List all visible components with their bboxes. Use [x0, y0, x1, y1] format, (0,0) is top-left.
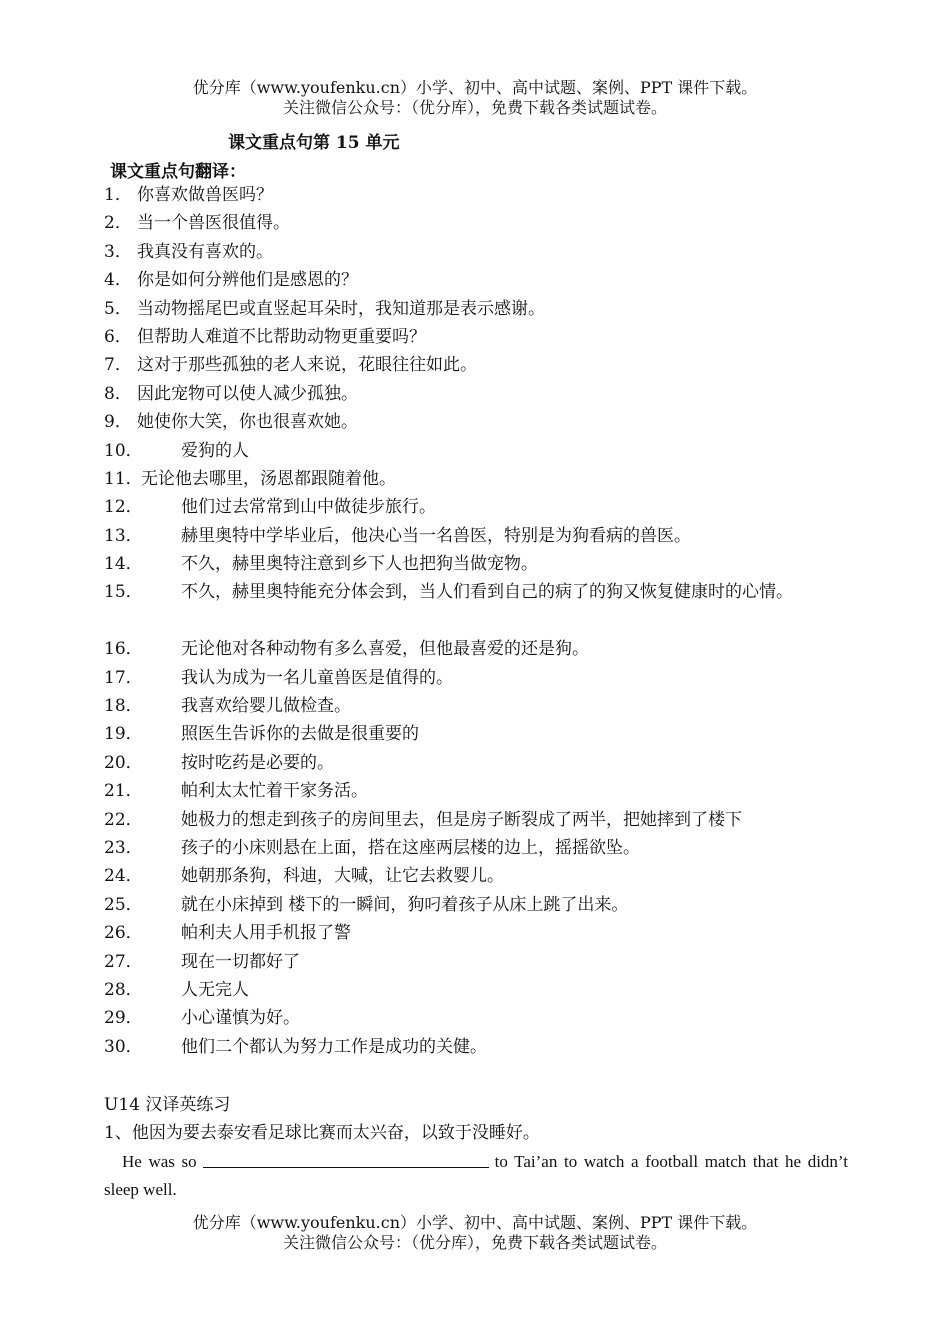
list-item	[0, 635, 950, 663]
item-number: 14．	[104, 554, 143, 575]
list-item	[0, 209, 950, 237]
answer-blank[interactable]	[203, 1151, 489, 1168]
item-number: 16．	[104, 639, 143, 660]
item-text: 这对于那些孤独的老人来说，花眼往往如此。	[137, 355, 477, 376]
list-item	[0, 465, 950, 493]
item-text: 不久，赫里奥特能充分体会到，当人们看到自己的病了的狗又恢复健康时的心情。	[181, 582, 793, 603]
list-item	[0, 522, 950, 550]
item-number: 30．	[104, 1036, 143, 1057]
header-line-1: 优分库（www.youfenku.cn）小学、初中、高中试题、案例、PPT 课件下载。	[192, 78, 758, 97]
item-number: 8．	[104, 383, 132, 404]
item-number: 12．	[104, 497, 143, 518]
en-suffix: to Tai’an to watch a football match that he didn’t sleep well.	[104, 1152, 848, 1199]
page-footer	[0, 1213, 950, 1253]
item-text: 不久，赫里奥特注意到乡下人也把狗当做宠物。	[181, 554, 538, 575]
item-text: 你是如何分辨他们是感恩的？	[137, 270, 358, 291]
item-text: 小心谨慎为好。	[181, 1008, 300, 1029]
footer-line-1: 优分库（www.youfenku.cn）小学、初中、高中试题、案例、PPT 课件下载。	[192, 1213, 758, 1232]
item-text: 我认为成为一名儿童兽医是值得的。	[181, 667, 453, 688]
item-text: 你喜欢做兽医吗？	[137, 185, 273, 205]
item-number: 7．	[104, 355, 132, 376]
item-number: 2．	[104, 213, 132, 234]
item-number: 5．	[104, 298, 132, 319]
item-text: 因此宠物可以使人减少孤独。	[137, 383, 358, 404]
list-item	[0, 1004, 950, 1032]
item-number: 19．	[104, 724, 143, 745]
item-text: 赫里奥特中学毕业后，他决心当一名兽医，特别是为狗看病的兽医。	[181, 525, 691, 546]
item-text: 帕利夫人用手机报了警	[181, 923, 351, 944]
list-item	[0, 862, 950, 890]
item-number: 3．	[104, 241, 132, 262]
footer-line-2: 关注微信公众号：（优分库），免费下载各类试题试卷。	[282, 1233, 667, 1252]
list-item	[0, 948, 950, 976]
item-number: 29．	[104, 1008, 143, 1029]
list-item	[0, 749, 950, 777]
item-number: 22．	[104, 809, 143, 830]
item-text: 照医生告诉你的去做是很重要的	[181, 724, 419, 745]
item-number: 23．	[104, 838, 143, 858]
item-number: 11．	[104, 468, 143, 489]
list-item	[0, 720, 950, 748]
item-number: 28．	[104, 979, 143, 1000]
exercise-question-cn: 1、他因为要去泰安看足球比赛而太兴奋，以致于没睡好。	[104, 1123, 540, 1143]
list-item	[0, 323, 950, 351]
list-item	[0, 238, 950, 266]
item-text: 爱狗的人	[181, 440, 249, 461]
item-text: 他们过去常常到山中做徒步旅行。	[181, 497, 436, 518]
exercise-heading: U14 汉译英练习	[104, 1095, 231, 1115]
item-text: 就在小床掉到 楼下的一瞬间，狗叼着孩子从床上跳了出来。	[181, 894, 629, 915]
list-item	[0, 806, 950, 834]
item-number: 17．	[104, 667, 143, 688]
header-line-2: 关注微信公众号：（优分库），免费下载各类试题试卷。	[282, 98, 667, 117]
item-text: 帕利太太忙着干家务活。	[181, 781, 368, 802]
item-number: 10．	[104, 440, 143, 461]
list-item	[0, 266, 950, 294]
list-item	[0, 891, 950, 919]
item-text: 但帮助人难道不比帮助动物更重要吗？	[137, 326, 426, 347]
page-title: 课文重点句第 15 单元	[228, 133, 400, 153]
item-text: 她朝那条狗，科迪，大喊，让它去救婴儿。	[181, 866, 504, 887]
list-item	[0, 550, 950, 578]
list-item	[0, 1033, 950, 1061]
item-text: 我真没有喜欢的。	[137, 241, 273, 262]
item-text: 当一个兽医很值得。	[137, 213, 290, 234]
item-text: 无论他对各种动物有多么喜爱，但他最喜爱的还是狗。	[181, 639, 589, 660]
item-number: 26．	[104, 923, 143, 944]
item-number: 6．	[104, 326, 132, 347]
item-text: 他们二个都认为努力工作是成功的关健。	[181, 1036, 487, 1057]
list-item	[0, 437, 950, 465]
list-item	[0, 664, 950, 692]
item-number: 4．	[104, 270, 132, 291]
item-number: 13．	[104, 525, 143, 546]
list-item	[0, 351, 950, 379]
item-text: 按时吃药是必要的。	[181, 752, 334, 773]
item-number: 1．	[104, 185, 132, 205]
list-item	[0, 692, 950, 720]
item-text: 人无完人	[181, 979, 249, 1000]
item-text: 她使你大笑，你也很喜欢她。	[137, 412, 358, 433]
list-item	[0, 380, 950, 408]
section-subtitle: 课文重点句翻译：	[110, 162, 246, 182]
exercise-question-en	[104, 1148, 848, 1204]
item-text: 我喜欢给婴儿做检查。	[181, 696, 351, 717]
list-item	[0, 408, 950, 436]
en-prefix: He was so	[122, 1152, 197, 1171]
item-number: 27．	[104, 951, 143, 972]
item-text: 孩子的小床则悬在上面，搭在这座两层楼的边上，摇摇欲坠。	[181, 838, 640, 858]
item-number: 15．	[104, 582, 143, 603]
list-item	[0, 493, 950, 521]
item-number: 20．	[104, 752, 143, 773]
list-item	[0, 295, 950, 323]
item-number: 9．	[104, 412, 132, 433]
item-number: 25．	[104, 894, 143, 915]
item-text: 她极力的想走到孩子的房间里去，但是房子断裂成了两半，把她摔到了楼下	[181, 809, 742, 830]
item-text: 当动物摇尾巴或直竖起耳朵时，我知道那是表示感谢。	[137, 298, 545, 319]
item-text: 现在一切都好了	[181, 951, 300, 972]
list-item	[0, 578, 950, 635]
item-number: 18．	[104, 696, 143, 717]
item-number: 24．	[104, 866, 143, 887]
item-number: 21．	[104, 781, 143, 802]
page-header	[0, 78, 950, 118]
list-item	[0, 976, 950, 1004]
sentence-list	[0, 181, 950, 1061]
list-item	[0, 181, 950, 209]
list-item	[0, 919, 950, 947]
list-item	[0, 777, 950, 805]
item-text: 无论他去哪里，汤恩都跟随着他。	[141, 468, 396, 489]
list-item	[0, 834, 950, 862]
